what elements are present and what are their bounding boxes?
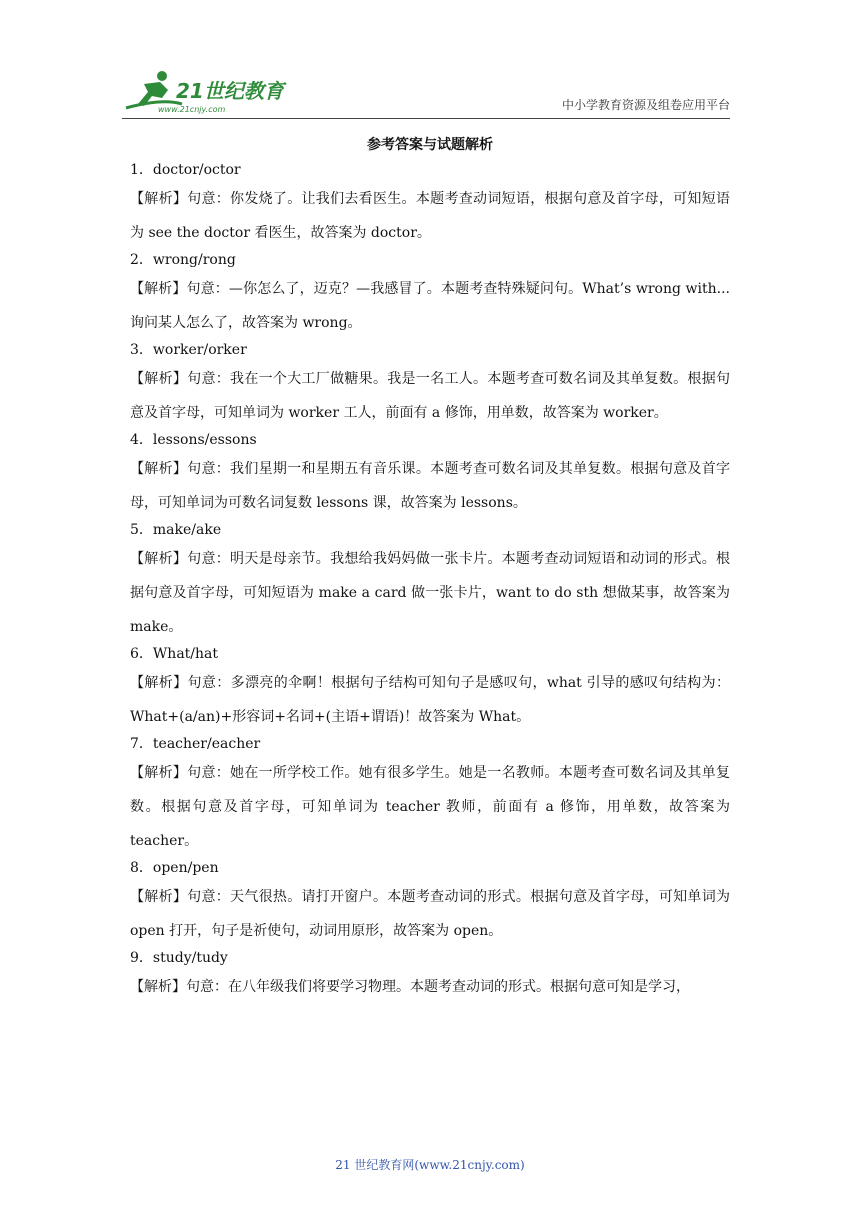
runner-logo-icon [122, 68, 292, 116]
platform-label: 中小学教育资源及组卷应用平台 [561, 98, 730, 112]
answer-line: 8．open/pen [130, 860, 219, 876]
explanation-text: 【解析】句意：多漂亮的伞啊！根据句子结构可知句子是感叹句，what 引导的感叹句结构为：What+(a/an)+形容词+名词+(主语+谓语)！故答案为 What。 [130, 675, 730, 725]
explanation-text: 【解析】句意：我们星期一和星期五有音乐课。本题考查可数名词及其单复数。根据句意及首字母，可知单词为可数名词复数 lessons 课，故答案为 lessons。 [130, 461, 730, 511]
list-item [130, 430, 730, 520]
answer-line: 2．wrong/rong [130, 252, 236, 268]
list-item [130, 160, 730, 250]
explanation-text: 【解析】句意：天气很热。请打开窗户。本题考查动词的形式。根据句意及首字母，可知单词为 open 打开，句子是祈使句，动词用原形，故答案为 open。 [130, 889, 730, 939]
list-item [130, 520, 730, 644]
explanation-text: 【解析】句意：我在一个大工厂做糖果。我是一名工人。本题考查可数名词及其单复数。根据句意及首字母，可知单词为 worker 工人，前面有 a 修饰，用单数，故答案为 worker。 [130, 371, 730, 421]
answer-line: 7．teacher/eacher [130, 736, 261, 752]
explanation-text: 【解析】句意：你发烧了。让我们去看医生。本题考查动词短语，根据句意及首字母，可知短语为 see the doctor 看医生，故答案为 doctor。 [130, 191, 730, 241]
page-title: 参考答案与试题解析 [367, 137, 493, 153]
footer-link[interactable]: 21 世纪教育网(www.21cnjy.com) [335, 1158, 525, 1172]
logo-text: 21世纪教育 [176, 79, 284, 103]
list-item [130, 250, 730, 340]
list-item [130, 734, 730, 858]
answer-line: 9．study/tudy [130, 950, 228, 966]
list-item [130, 858, 730, 948]
answer-line: 3．worker/orker [130, 342, 247, 358]
answer-line: 1．doctor/octor [130, 162, 241, 178]
answer-line: 6．What/hat [130, 646, 218, 662]
explanation-text: 【解析】句意：明天是母亲节。我想给我妈妈做一张卡片。本题考查动词短语和动词的形式。根据句意及首字母，可知短语为 make a card 做一张卡片，want to do sth 想做某事，故答案为 make。 [130, 551, 730, 635]
answer-list [130, 160, 730, 1004]
list-item [130, 948, 730, 1004]
explanation-text: 【解析】句意：她在一所学校工作。她有很多学生。她是一名教师。本题考查可数名词及其单复数。根据句意及首字母，可知单词为 teacher 教师，前面有 a 修饰，用单数，故答案为 teacher。 [130, 765, 730, 849]
logo-url: www.21cnjy.com [158, 105, 226, 114]
answer-line: 4．lessons/essons [130, 432, 257, 448]
answer-line: 5．make/ake [130, 522, 222, 538]
list-item [130, 340, 730, 430]
header-divider [122, 118, 730, 119]
explanation-text: 【解析】句意：在八年级我们将要学习物理。本题考查动词的形式。根据句意可知是学习， [130, 979, 690, 995]
list-item [130, 644, 730, 734]
logo [122, 68, 292, 116]
explanation-text: 【解析】句意：—你怎么了，迈克？—我感冒了。本题考查特殊疑问句。What’s wrong with... 询问某人怎么了，故答案为 wrong。 [130, 281, 730, 331]
